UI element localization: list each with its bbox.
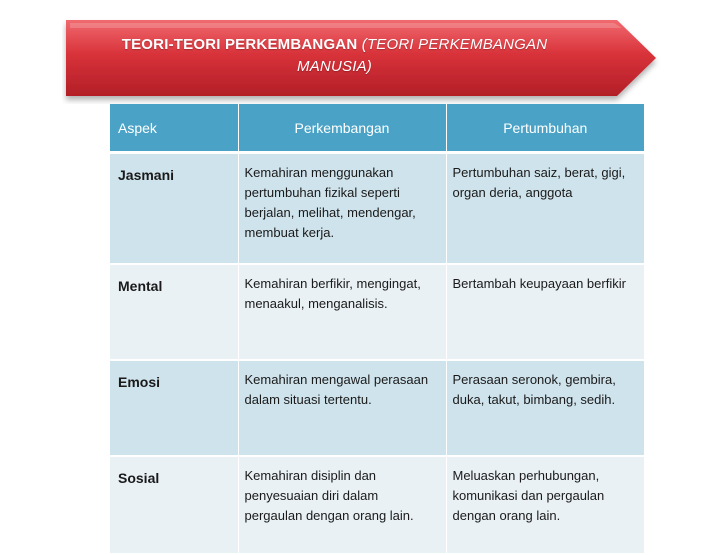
cell-aspek: Mental [110, 264, 238, 360]
title-italic-line1: (TEORI PERKEMBANGAN [361, 36, 548, 53]
cell-perkembangan: Kemahiran berfikir, mengingat, menaakul, menganalisis. [238, 264, 446, 360]
page-title [62, 34, 607, 78]
table-row [110, 264, 644, 360]
cell-pertumbuhan: Bertambah keupayaan berfikir [446, 264, 644, 360]
header-perkembangan: Perkembangan [238, 104, 446, 153]
header-aspek: Aspek [110, 104, 238, 153]
cell-pertumbuhan: Meluaskan perhubungan, komunikasi dan pergaulan dengan orang lain. [446, 456, 644, 554]
cell-aspek: Emosi [110, 360, 238, 456]
table-header-row [110, 104, 644, 153]
development-table [110, 104, 644, 555]
cell-aspek: Sosial [110, 456, 238, 554]
cell-aspek: Jasmani [110, 153, 238, 265]
title-bold: TEORI-TEORI PERKEMBANGAN [121, 36, 358, 53]
title-italic-line2: MANUSIA) [297, 58, 372, 75]
table-row [110, 153, 644, 265]
cell-pertumbuhan: Pertumbuhan saiz, berat, gigi, organ deria, anggota [446, 153, 644, 265]
cell-perkembangan: Kemahiran menggunakan pertumbuhan fizikal seperti berjalan, melihat, mendengar, membuat kerja. [238, 153, 446, 265]
header-pertumbuhan: Pertumbuhan [446, 104, 644, 153]
cell-perkembangan: Kemahiran disiplin dan penyesuaian diri dalam pergaulan dengan orang lain. [238, 456, 446, 554]
cell-pertumbuhan: Perasaan seronok, gembira, duka, takut, bimbang, sedih. [446, 360, 644, 456]
table-row [110, 456, 644, 554]
cell-perkembangan: Kemahiran mengawal perasaan dalam situasi tertentu. [238, 360, 446, 456]
table-row [110, 360, 644, 456]
